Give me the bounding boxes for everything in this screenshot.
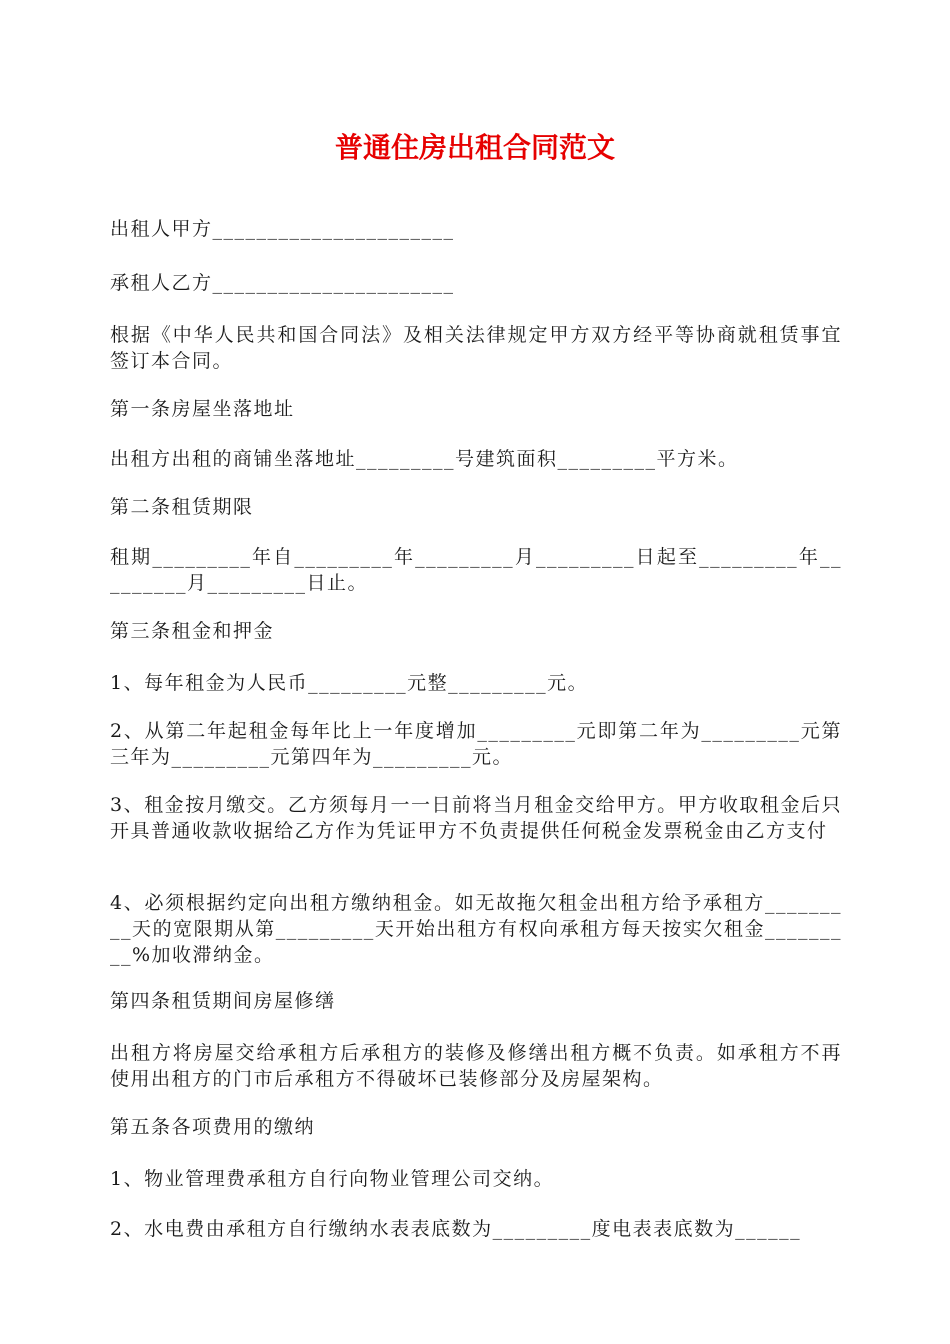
article-2-heading: 第二条租赁期限	[110, 496, 254, 518]
article-4-paragraph: 出租方将房屋交给承租方后承租方的装修及修缮出租方概不负责。如承租方不再使用出租方的门市后承租方不得破坏已装修部分及房屋架构。	[110, 1042, 842, 1090]
article-5-item-1: 1、物业管理费承租方自行向物业管理公司交纳。	[110, 1168, 555, 1190]
lessee-line: 承租人乙方______________________	[110, 272, 455, 294]
document-title: 普通住房出租合同范文	[334, 131, 615, 164]
article-5-item-2: 2、水电费由承租方自行缴纳水表表底数为_________度电表表底数为______	[110, 1218, 802, 1240]
preamble-paragraph: 根据《中华人民共和国合同法》及相关法律规定甲方双方经平等协商就租赁事宜签订本合同。	[110, 324, 842, 372]
article-1-paragraph: 出租方出租的商铺坐落地址_________号建筑面积_________平方米。	[110, 448, 739, 470]
article-4-heading: 第四条租赁期间房屋修缮	[110, 990, 336, 1012]
article-1-heading: 第一条房屋坐落地址	[110, 398, 295, 420]
article-3-item-2: 2、从第二年起租金每年比上一年度增加_________元即第二年为_________元第三年为_________元第四年为_________元。	[110, 720, 842, 768]
lessor-line: 出租人甲方______________________	[110, 218, 455, 240]
article-5-heading: 第五条各项费用的缴纳	[110, 1116, 316, 1138]
article-2-paragraph: 租期_________年自_________年_________月_________日起至_________年_________月_________日止。	[110, 546, 842, 594]
article-3-item-3: 3、租金按月缴交。乙方须每月一一日前将当月租金交给甲方。甲方收取租金后只开具普通收款收据给乙方作为凭证甲方不负责提供任何税金发票税金由乙方支付	[110, 794, 842, 842]
article-3-item-4: 4、必须根据约定向出租方缴纳租金。如无故拖欠租金出租方给予承租方_________天的宽限期从第_________天开始出租方有权向承租方每天按实欠租金_________%加收滞纳金。	[110, 892, 842, 966]
article-3-item-1: 1、每年租金为人民币_________元整_________元。	[110, 672, 589, 694]
article-3-heading: 第三条租金和押金	[110, 620, 275, 642]
